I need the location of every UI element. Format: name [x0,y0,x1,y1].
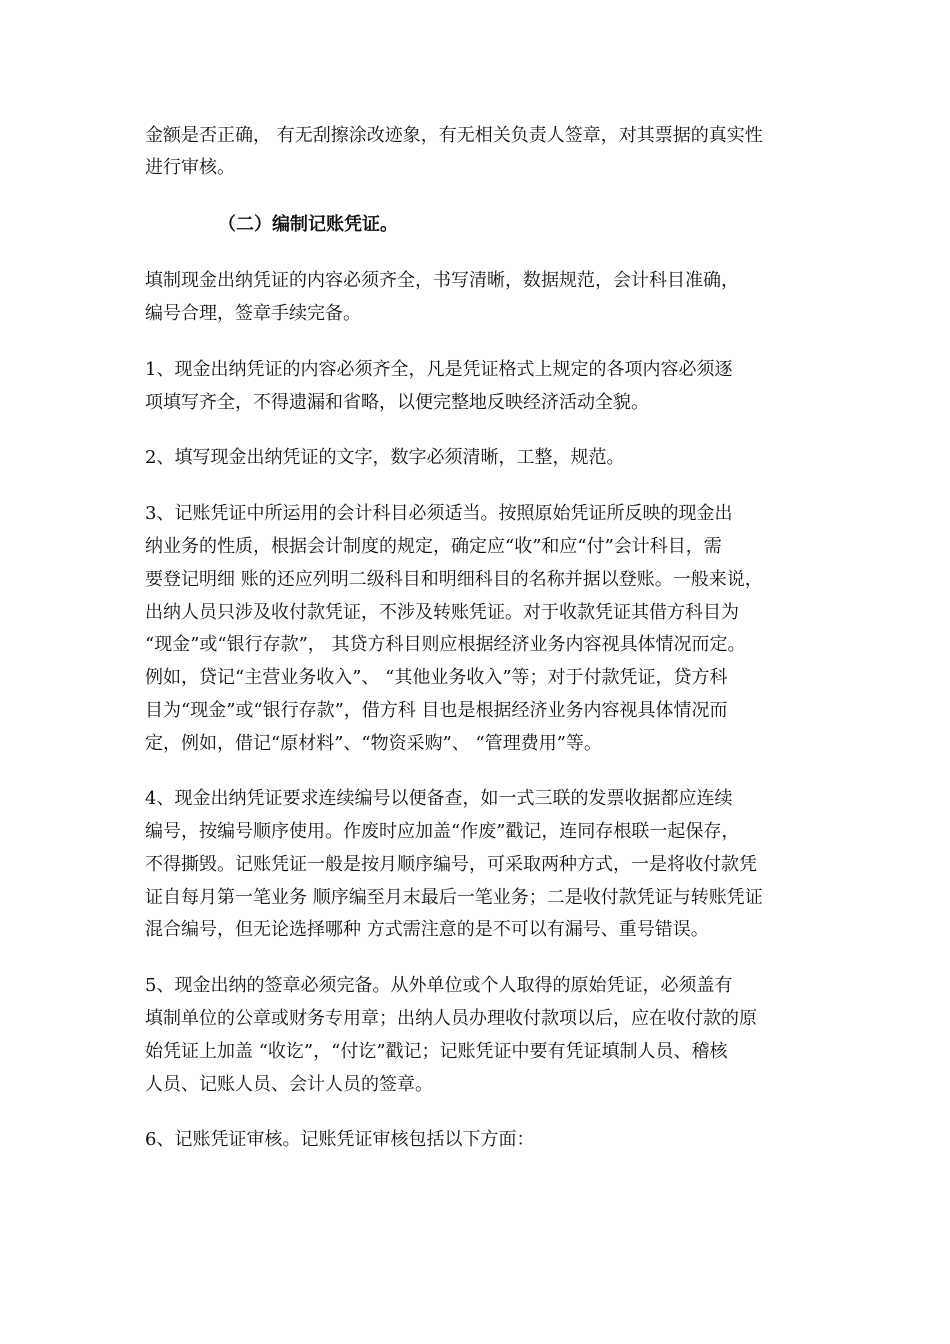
paragraph-line: 人员、记账人员、会计人员的签章。 [145,1074,433,1095]
paragraph-line: 5、现金出纳的签章必须完备。从外单位或个人取得的原始凭证，必须盖有 [145,975,733,996]
paragraph-line: 2、填写现金出纳凭证的文字，数字必须清晰，工整，规范。 [145,447,625,468]
paragraph-line: “现金”或“银行存款”， 其贷方科目则应根据经济业务内容视具体情况而定。 [145,634,746,655]
paragraph-line: 不得撕毁。记账凭证一般是按月顺序编号，可采取两种方式，一是将收付款凭 [145,854,757,875]
paragraph-line: 混合编号，但无论选择哪种 方式需注意的是不可以有漏号、重号错误。 [145,919,709,940]
paragraph-line: 3、记账凭证中所运用的会计科目必须适当。按照原始凭证所反映的现金出 [145,503,733,524]
intro-line-1: 金额是否正确， 有无刮擦涂改迹象，有无相关负责人签章，对其票据的真实性 [145,125,763,146]
paragraph-line: 纳业务的性质，根据会计制度的规定，确定应“收”和应“付”会计科目，需 [145,536,722,557]
paragraph-line: 编号合理，签章手续完备。 [145,303,361,324]
paragraph-line: 填制单位的公章或财务专用章；出纳人员办理收付款项以后，应在收付款的原 [145,1008,757,1029]
paragraph-line: 6、记账凭证审核。记账凭证审核包括以下方面： [145,1129,535,1150]
intro-line-2: 进行审核。 [145,157,235,178]
paragraph-line: 编号，按编号顺序使用。作废时应加盖“作废”戳记，连同存根联一起保存， [145,821,740,842]
paragraph-line: 填制现金出纳凭证的内容必须齐全，书写清晰，数据规范，会计科目准确， [145,270,739,291]
section-heading: （二）编制记账凭证。 [218,214,398,235]
paragraph-line: 定，例如，借记“原材料”、“物资采购”、 “管理费用”等。 [145,733,602,754]
paragraph-line: 项填写齐全，不得遗漏和省略，以便完整地反映经济活动全貌。 [145,392,649,413]
paragraph-line: 目为“现金”或“银行存款”，借方科 目也是根据经济业务内容视具体情况而 [145,700,728,721]
paragraph-line: 4、现金出纳凭证要求连续编号以便备查，如一式三联的发票收据都应连续 [145,788,733,809]
paragraph-line: 始凭证上加盖 “收讫”，“付讫”戳记；记账凭证中要有凭证填制人员、稽核 [145,1041,728,1062]
paragraph-line: 证自每月第一笔业务 顺序编至月末最后一笔业务；二是收付款凭证与转账凭证 [145,887,763,908]
paragraph-line: 出纳人员只涉及收付款凭证，不涉及转账凭证。对于收款凭证其借方科目为 [145,602,739,623]
paragraph-line: 要登记明细 账的还应列明二级科目和明细科目的名称并据以登账。一般来说， [145,569,763,590]
paragraph-line: 例如，贷记“主营业务收入”、 “其他业务收入”等；对于付款凭证，贷方科 [145,667,728,688]
paragraph-line: 1、现金出纳凭证的内容必须齐全，凡是凭证格式上规定的各项内容必须逐 [145,359,733,380]
